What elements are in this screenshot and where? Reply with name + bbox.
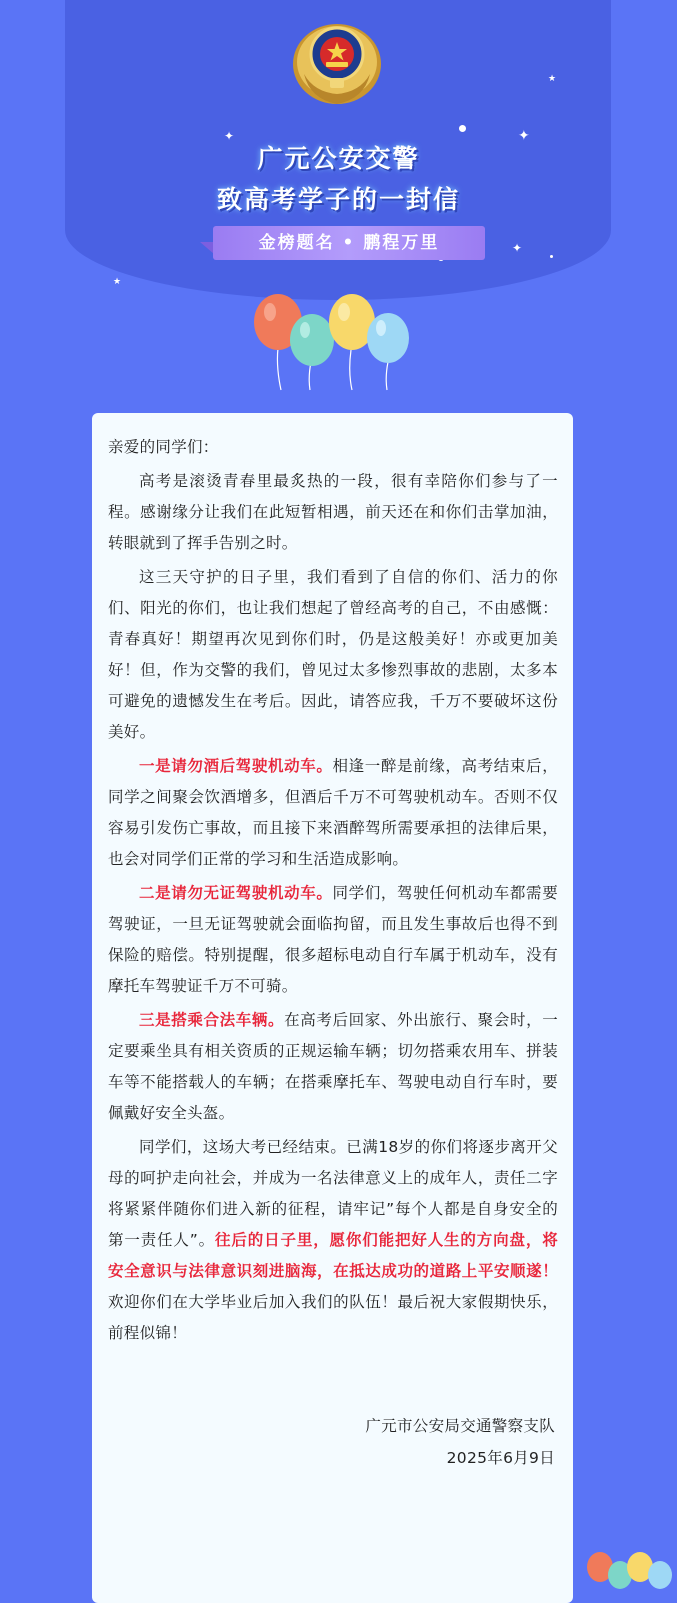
star-icon: ✦ [518, 128, 530, 144]
letter-paragraph-1: 高考是滚烫青春里最炙热的一段，很有幸陪你们参与了一程。感谢缘分让我们在此短暂相遇，前天还在和你们击掌加油，转眼就到了挥手告别之时。 [108, 472, 558, 552]
star-icon: ★ [113, 277, 122, 287]
star-icon: ✦ [224, 129, 235, 143]
point-two-heading: 二是请勿无证驾驶机动车。 [139, 884, 333, 902]
letter-greeting: 亲爱的同学们： [108, 438, 219, 456]
closing-text-end: 欢迎你们在大学毕业后加入我们的队伍！最后祝大家假期快乐，前程似锦！ [108, 1293, 558, 1342]
point-one-heading: 一是请勿酒后驾驶机动车。 [139, 757, 333, 775]
star-icon: ★ [548, 74, 557, 84]
signature: 广元市公安局交通警察支队 [365, 1417, 555, 1435]
letter-paragraph-2: 这三天守护的日子里，我们看到了自信的你们、活力的你们、阳光的你们，也让我们想起了曾经高考的自己，不由感慨：青春真好！期望再次见到你们时，仍是这般美好！亦或更加美好！但，作为交警的我们，曾见过太多惨烈事故的悲剧，太多本可避免的遗憾发生在考后。因此，请答应我，千万不要破坏这份美好。 [108, 568, 558, 741]
banner-ribbon-tail [200, 242, 214, 254]
point-two-text: 同学们，驾驶任何机动车都需要驾驶证，一旦无证驾驶就会面临拘留，而且发生事故后也得不到保险的赔偿。特别提醒，很多超标电动自行车属于机动车，没有摩托车驾驶证千万不可骑。 [108, 884, 558, 995]
letter-body [108, 432, 558, 1352]
point-three-heading: 三是搭乘合法车辆。 [139, 1011, 285, 1029]
police-emblem-icon [290, 14, 384, 108]
title-line-1: 广元公安交警 [257, 144, 420, 173]
letter-date: 2025年6月9日 [446, 1449, 555, 1467]
point-three-text: 在高考后回家、外出旅行、聚会时，一定要乘坐具有相关资质的正规运输车辆；切勿搭乘农用车、拼装车等不能搭载人的车辆；在搭乘摩托车、驾驶电动自行车时，要佩戴好安全头盔。 [108, 1011, 558, 1122]
letter-paragraph-6 [108, 1132, 558, 1349]
letter-paragraph-5 [108, 1005, 558, 1129]
balloons-icon [248, 292, 418, 392]
closing-wish-highlight: 往后的日子里，愿你们能把好人生的方向盘，将安全意识与法律意识刻进脑海，在抵达成功的道路上平安顺遂！ [108, 1231, 558, 1280]
sparkle-dot [550, 255, 553, 258]
balloons-icon [584, 1545, 677, 1589]
closing-text: 同学们，这场大考已经结束。已满18岁的你们将逐步离开父母的呵护走向社会，并成为一名法律意义上的成年人，责任二字将紧紧伴随你们进入新的征程，请牢记”每个人都是自身安全的第一责任人”。 [108, 1138, 558, 1249]
title-line-2: 致高考学子的一封信 [216, 185, 460, 214]
letter-paragraph-3 [108, 751, 558, 875]
sparkle-dot [459, 125, 466, 132]
star-icon: ✦ [512, 241, 523, 255]
slogan-banner: 金榜题名 • 鹏程万里 [213, 226, 485, 260]
letter-paragraph-4 [108, 878, 558, 1002]
point-one-text: 相逢一醉是前缘，高考结束后，同学之间聚会饮酒增多，但酒后千万不可驾驶机动车。否则不仅容易引发伤亡事故，而且接下来酒醉驾所需要承担的法律后果，也会对同学们正常的学习和生活造成影响。 [108, 757, 558, 868]
